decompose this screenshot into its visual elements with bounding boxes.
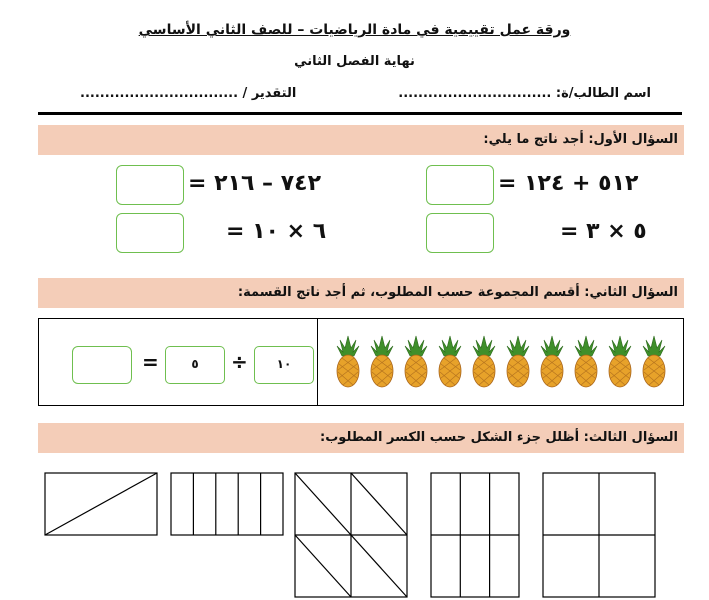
expression-4: ٦ × ١٠ = xyxy=(226,219,327,244)
pineapple-icon xyxy=(334,334,362,388)
grade-field: التقدير / ................................ xyxy=(80,86,297,101)
grid-three-by-two-shape[interactable] xyxy=(430,472,520,598)
answer-box-4[interactable] xyxy=(116,213,184,253)
pineapple-icon xyxy=(368,334,396,388)
answer-box-1[interactable] xyxy=(426,165,494,205)
worksheet-title: ورقة عمل تقييمية في مادة الرياضيات – للصف الثاني الأساسي xyxy=(138,22,571,38)
answer-box-3[interactable] xyxy=(426,213,494,253)
header-divider xyxy=(38,112,682,115)
division-frame-divider xyxy=(317,318,318,406)
rectangle-diagonal-shape[interactable] xyxy=(44,472,158,536)
answer-box-2[interactable] xyxy=(116,165,184,205)
worksheet-subtitle: نهاية الفصل الثاني xyxy=(294,54,415,69)
divisor-box: ٥ xyxy=(165,346,225,384)
pineapple-icon xyxy=(572,334,600,388)
expression-3: ٥ × ٣ = xyxy=(560,219,647,244)
rectangle-five-columns-shape[interactable] xyxy=(170,472,284,536)
divide-sign: ÷ xyxy=(231,350,248,374)
pineapple-group xyxy=(334,334,674,390)
pineapple-icon xyxy=(470,334,498,388)
pineapple-icon xyxy=(640,334,668,388)
division-answer-box[interactable] xyxy=(72,346,132,384)
equals-sign: = xyxy=(142,350,159,374)
dividend-box: ١٠ xyxy=(254,346,314,384)
expression-1: ٥١٢ + ١٢٤ = xyxy=(498,171,639,196)
pineapple-icon xyxy=(606,334,634,388)
square-quarters-shape[interactable] xyxy=(542,472,656,598)
pineapple-icon xyxy=(402,334,430,388)
pineapple-icon xyxy=(538,334,566,388)
expression-2: ٧٤٢ – ٢١٦ = xyxy=(188,171,322,196)
student-name-field: اسم الطالب/ة: ............................... xyxy=(398,86,651,101)
question-1-heading: السؤال الأول: أجد ناتج ما يلي: xyxy=(38,125,684,155)
pineapple-icon xyxy=(436,334,464,388)
pineapple-icon xyxy=(504,334,532,388)
square-triangles-shape[interactable] xyxy=(294,472,408,598)
question-2-heading: السؤال الثاني: أقسم المجموعة حسب المطلوب، ثم أجد ناتج القسمة: xyxy=(38,278,684,308)
question-3-heading: السؤال الثالث: أظلل جزء الشكل حسب الكسر المطلوب: xyxy=(38,423,684,453)
